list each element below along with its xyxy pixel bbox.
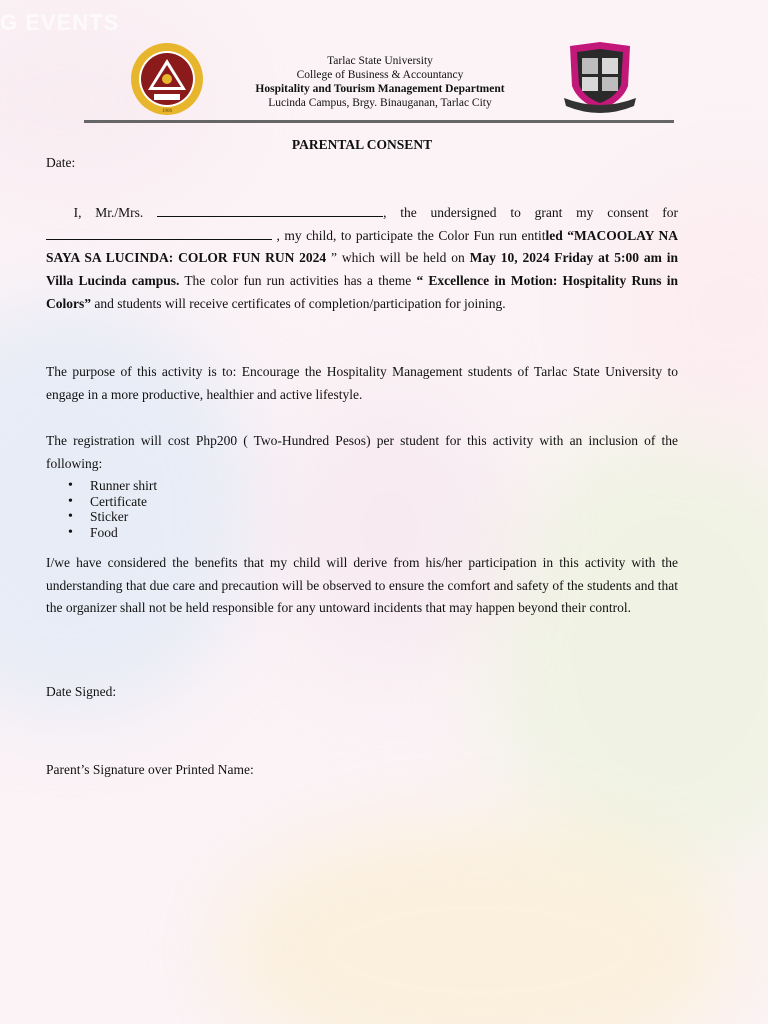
parent-signature-label: Parent’s Signature over Printed Name: (46, 762, 254, 777)
child-name-blank[interactable] (46, 227, 272, 240)
header-divider (84, 120, 674, 123)
consent-paragraph: I, Mr./Mrs. , the undersigned to grant my consent for , my child, to participate the Color Fun run entitled “MACOOLAY NA SAYA SA LUCINDA: COLOR FUN RUN 2024 ” which will be held on May 10, 2024 Friday at 5:00 am in Villa Lucinda campus. The color fun run activities has a theme “ Excellence in Motion: Hospitality Runs in Colors” and students will receive certificates of completion/participation for joining. (46, 205, 679, 311)
document-title: PARENTAL CONSENT (291, 137, 433, 152)
list-item: • Runner shirt (46, 478, 157, 494)
background-watermark-text: G EVENTS (0, 10, 120, 35)
parent-name-blank[interactable] (157, 204, 383, 217)
university-name: Tarlac State University (327, 55, 433, 67)
campus-address: Lucinda Campus, Brgy. Binauganan, Tarlac City (268, 97, 492, 109)
list-item: • Certificate (46, 494, 157, 510)
liability-paragraph: I/we have considered the benefits that my child will derive from his/her participation in this activity with the understanding that due care and precaution will be observed to ensure the comfort and safety of the students and that the organizer shall not be held responsible for any untoward incidents that may happen beyond their control. (46, 555, 678, 616)
purpose-paragraph: The purpose of this activity is to: Encourage the Hospitality Management students of Tarlac State University to engage in a more productive, healthier and active lifestyle. (46, 364, 678, 402)
list-item: • Sticker (46, 509, 157, 525)
department-name: Hospitality and Tourism Management Department (255, 83, 505, 95)
date-label: Date: (46, 155, 76, 170)
inclusions-list (46, 478, 157, 540)
seal-year: 1906 (162, 109, 172, 114)
college-name: College of Business & Accountancy (296, 69, 464, 81)
list-item: • Food (46, 525, 157, 541)
registration-paragraph: The registration will cost Php200 ( Two-Hundred Pesos) per student for this activity with an inclusion of the following: (46, 433, 678, 471)
department-crest-icon (560, 40, 640, 118)
date-signed-label: Date Signed: (46, 684, 117, 699)
tarlac-state-university-seal-icon (124, 42, 210, 116)
letterhead (230, 54, 530, 110)
